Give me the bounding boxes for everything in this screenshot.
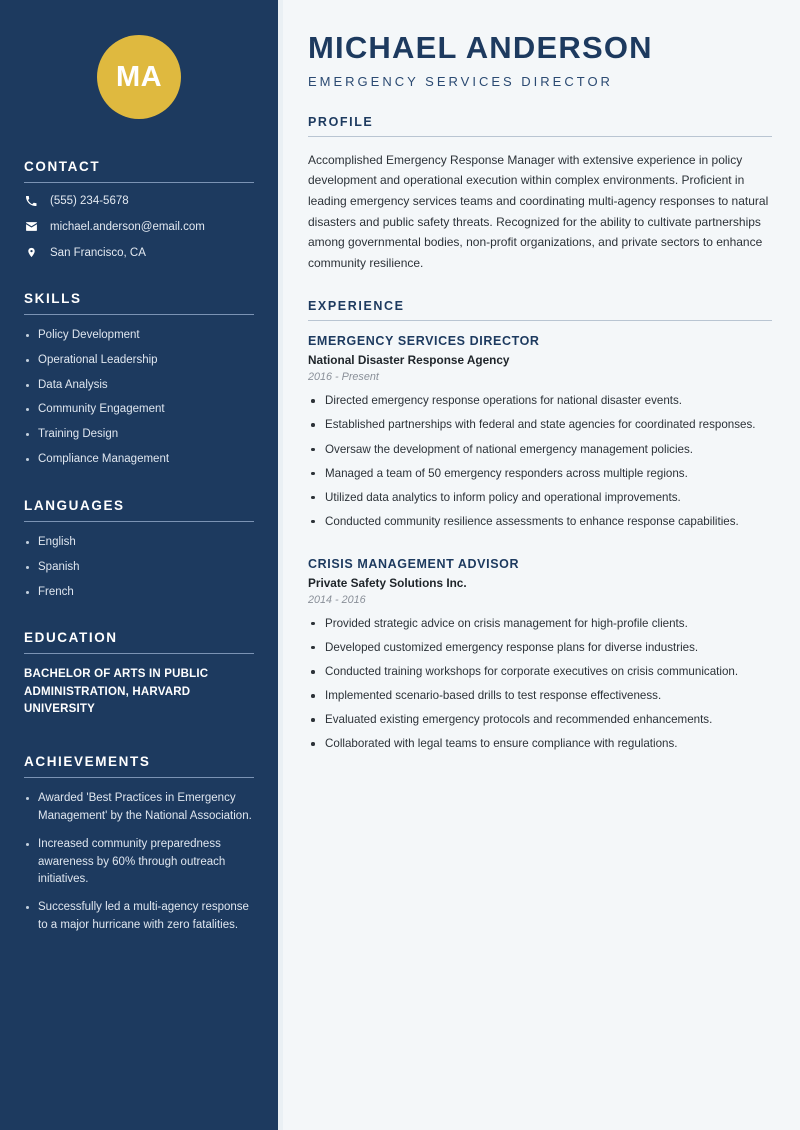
languages-divider	[24, 521, 254, 522]
education-entry: BACHELOR OF ARTS IN PUBLIC ADMINISTRATION, HARVARD UNIVERSITY	[24, 668, 209, 715]
profile-divider	[308, 136, 772, 137]
experience-role: EMERGENCY SERVICES DIRECTOR	[308, 334, 540, 349]
achievements-heading: ACHIEVEMENTS	[24, 754, 151, 770]
experience-dates: 2016 - Present	[308, 371, 379, 384]
skills-list	[24, 327, 254, 469]
experience-divider	[308, 320, 772, 321]
experience-section	[308, 299, 772, 753]
list-item: Oversaw the development of national emergency management policies.	[308, 441, 772, 459]
list-item: Collaborated with legal teams to ensure compliance with regulations.	[308, 735, 772, 753]
languages-section	[24, 498, 254, 601]
experience-dates: 2014 - 2016	[308, 593, 366, 606]
list-item: English	[24, 534, 254, 552]
contact-divider	[24, 182, 254, 183]
achievements-section	[24, 754, 254, 935]
experience-bullets	[308, 392, 772, 530]
contact-phone[interactable]	[24, 195, 254, 207]
experience-role: CRISIS MANAGEMENT ADVISOR	[308, 556, 520, 571]
list-item: Managed a team of 50 emergency responders across multiple regions.	[308, 465, 772, 483]
list-item: Evaluated existing emergency protocols and recommended enhancements.	[308, 711, 772, 729]
languages-heading: LANGUAGES	[24, 497, 125, 513]
achievements-divider	[24, 777, 254, 778]
experience-heading: EXPERIENCE	[308, 299, 405, 314]
phone-icon	[24, 195, 38, 207]
avatar-container	[24, 0, 254, 119]
contact-location-value: San Francisco, CA	[50, 246, 146, 259]
skills-divider	[24, 314, 254, 315]
list-item: Provided strategic advice on crisis management for high-profile clients.	[308, 615, 772, 633]
profile-section	[308, 115, 772, 274]
location-pin-icon	[24, 246, 38, 259]
professional-title: EMERGENCY SERVICES DIRECTOR	[308, 73, 613, 89]
list-item: Training Design	[24, 426, 254, 444]
list-item: Conducted community resilience assessments to enhance response capabilities.	[308, 513, 772, 531]
experience-entry	[308, 557, 772, 753]
list-item: Awarded 'Best Practices in Emergency Management' by the National Association.	[24, 790, 254, 826]
list-item: Increased community preparedness awareness by 60% through outreach initiatives.	[24, 836, 254, 889]
profile-text: Accomplished Emergency Response Manager with extensive experience in policy development and operational execution within complex environments. Proficient in leading emergency services teams and coordinating multi-agency responses to natural disasters and public safety threats. Recognized for the ability to cultivate partnerships among governmental bodies, non-profit organizations, and private sectors to enhance community resilience.	[308, 152, 769, 270]
languages-list	[24, 534, 254, 601]
education-heading: EDUCATION	[24, 630, 118, 646]
experience-company: Private Safety Solutions Inc.	[308, 575, 467, 590]
experience-company: National Disaster Response Agency	[308, 353, 510, 368]
list-item: Developed customized emergency response plans for diverse industries.	[308, 639, 772, 657]
skills-heading: SKILLS	[24, 291, 82, 306]
education-section	[24, 630, 254, 718]
list-item: Operational Leadership	[24, 352, 254, 370]
list-item: Compliance Management	[24, 451, 254, 469]
contact-location[interactable]	[24, 246, 254, 259]
page-title: MICHAEL ANDERSON	[308, 30, 653, 65]
list-item: French	[24, 584, 254, 602]
list-item: Policy Development	[24, 327, 254, 345]
contact-email[interactable]	[24, 220, 254, 233]
skills-section	[24, 291, 254, 469]
profile-heading: PROFILE	[308, 114, 374, 129]
list-item: Successfully led a multi-agency response to a major hurricane with zero fatalities.	[24, 899, 254, 935]
list-item: Community Engagement	[24, 401, 254, 419]
list-item: Data Analysis	[24, 377, 254, 395]
list-item: Directed emergency response operations for national disaster events.	[308, 392, 772, 410]
contact-section	[24, 159, 254, 259]
contact-heading: CONTACT	[24, 159, 101, 174]
contact-phone-value: (555) 234-5678	[50, 195, 129, 207]
experience-bullets	[308, 615, 772, 753]
list-item: Conducted training workshops for corporate executives on crisis communication.	[308, 663, 772, 681]
list-item: Implemented scenario-based drills to test response effectiveness.	[308, 687, 772, 705]
main-content	[283, 0, 800, 1130]
list-item: Utilized data analytics to inform policy and operational improvements.	[308, 489, 772, 507]
experience-entry	[308, 334, 772, 530]
sidebar	[0, 0, 278, 1130]
education-divider	[24, 653, 254, 654]
envelope-icon	[24, 220, 38, 233]
achievements-list	[24, 790, 254, 935]
contact-list	[24, 195, 254, 259]
contact-email-value: michael.anderson@email.com	[50, 220, 205, 233]
avatar: MA	[97, 35, 181, 119]
list-item: Spanish	[24, 559, 254, 577]
list-item: Established partnerships with federal and state agencies for coordinated responses.	[308, 416, 772, 434]
